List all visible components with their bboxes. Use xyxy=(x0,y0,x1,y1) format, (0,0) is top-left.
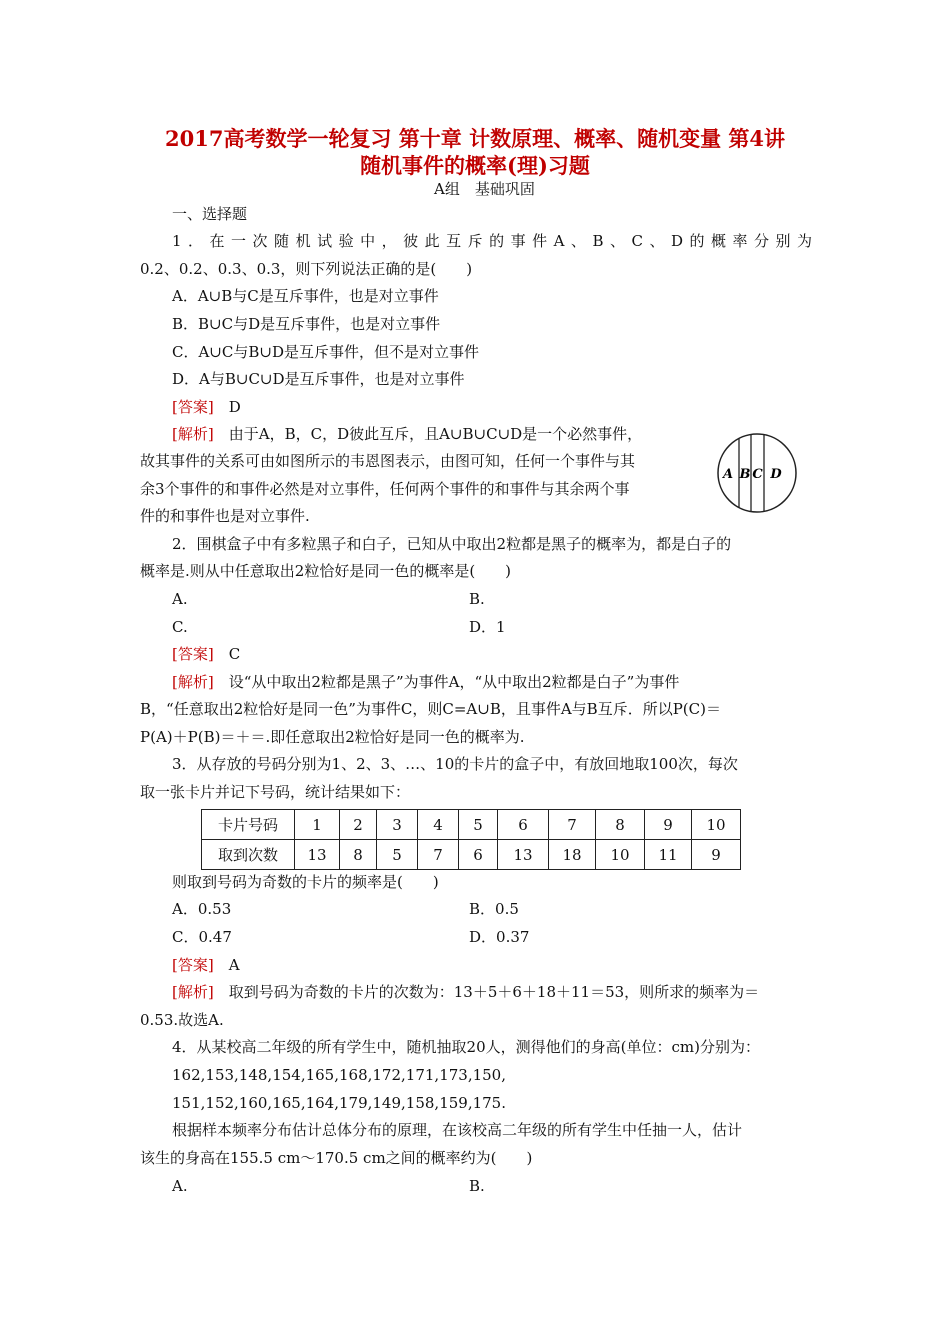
q2-answer xyxy=(172,644,240,664)
q3-option-a: A．0.53 xyxy=(172,900,232,918)
q1-answer xyxy=(172,397,241,417)
analysis-tag: [解析] xyxy=(172,983,214,1001)
venn-label-c: C xyxy=(752,467,763,482)
analysis-tag: [解析] xyxy=(172,673,214,691)
analysis-text: 取到号码为奇数的卡片的次数为：13＋5＋6＋18＋11＝53，则所求的频率为＝ xyxy=(228,983,760,1001)
venn-label-d: D xyxy=(770,467,782,482)
q2-stem-line-2: 概率是.则从中任意取出2粒恰好是同一色的概率是( ) xyxy=(140,562,512,580)
q1-analysis-line-2: 故其事件的关系可由如图所示的韦恩图表示，由图可知，任何一个事件与其 xyxy=(140,452,636,470)
q4-data-line-1: 162,153,148,154,165,168,172,171,173,150, xyxy=(172,1066,506,1084)
q1-option-a: A．A∪B与C是互斥事件，也是对立事件 xyxy=(172,287,439,305)
q3-analysis-line-1 xyxy=(172,982,759,1002)
table-row xyxy=(202,840,741,870)
answer-tag: [答案] xyxy=(172,956,214,974)
table-cell: 5 xyxy=(377,840,418,870)
answer-value: D xyxy=(228,398,241,416)
q1-option-d: D．A与B∪C∪D是互斥事件，也是对立事件 xyxy=(172,370,465,388)
q4-stem-line-3: 该生的身高在155.5 cm～170.5 cm之间的概率约为( ) xyxy=(140,1149,533,1167)
q3-option-d: D．0.37 xyxy=(469,928,530,946)
q3-stem-line-1: 3．从存放的号码分别为1、2、3、…、10的卡片的盒子中，有放回地取100次，每次 xyxy=(172,755,738,773)
table-cell: 8 xyxy=(596,810,645,840)
table-header-cell: 卡片号码 xyxy=(202,810,295,840)
table-cell: 8 xyxy=(340,840,377,870)
q1-option-c: C．A∪C与B∪D是互斥事件，但不是对立事件 xyxy=(172,343,479,361)
table-cell: 18 xyxy=(549,840,596,870)
q2-analysis-line-1 xyxy=(172,672,679,692)
table-cell: 10 xyxy=(596,840,645,870)
venn-label-b: B xyxy=(739,467,751,482)
analysis-text: 由于A，B，C，D彼此互斥，且A∪B∪C∪D是一个必然事件， xyxy=(228,425,643,443)
q1-stem-line-2: 0.2、0.2、0.3、0.3，则下列说法正确的是( ) xyxy=(140,260,473,278)
title-line-2: 随机事件的概率(理)习题 xyxy=(360,153,590,178)
table-cell: 2 xyxy=(340,810,377,840)
q2-option-c: C. xyxy=(172,618,188,636)
table-cell: 7 xyxy=(418,840,459,870)
table-cell: 4 xyxy=(418,810,459,840)
q3-option-c: C．0.47 xyxy=(172,928,232,946)
table-cell: 7 xyxy=(549,810,596,840)
q3-question: 则取到号码为奇数的卡片的频率是( ) xyxy=(172,873,439,891)
venn-diagram xyxy=(716,432,798,514)
q2-option-d: D．1 xyxy=(469,618,506,636)
q1-analysis-line-3: 余3个事件的和事件必然是对立事件，任何两个事件的和事件与其余两个事 xyxy=(140,480,630,498)
group-heading: A组 基础巩固 xyxy=(434,180,535,198)
answer-tag: [答案] xyxy=(172,645,214,663)
table-cell: 9 xyxy=(645,810,692,840)
q3-stem-line-2: 取一张卡片并记下号码，统计结果如下： xyxy=(140,783,411,801)
section-heading: 一、选择题 xyxy=(172,205,248,223)
q4-stem-line-2: 根据样本频率分布估计总体分布的原理，在该校高二年级的所有学生中任抽一人，估计 xyxy=(172,1121,743,1139)
table-cell: 13 xyxy=(295,840,340,870)
answer-value: A xyxy=(228,956,240,974)
card-count-table xyxy=(201,809,741,870)
table-cell: 3 xyxy=(377,810,418,840)
q1-option-b: B．B∪C与D是互斥事件，也是对立事件 xyxy=(172,315,441,333)
analysis-text: 设“从中取出2粒都是黑子”为事件A，“从中取出2粒都是白子”为事件 xyxy=(228,673,680,691)
table-cell: 1 xyxy=(295,810,340,840)
q3-analysis-line-2: 0.53.故选A. xyxy=(140,1011,224,1029)
analysis-tag: [解析] xyxy=(172,425,214,443)
q1-analysis-line-1 xyxy=(172,424,642,444)
q4-option-b: B. xyxy=(469,1177,485,1195)
table-cell: 9 xyxy=(692,840,741,870)
answer-tag: [答案] xyxy=(172,398,214,416)
q2-stem-line-1: 2．围棋盒子中有多粒黑子和白子，已知从中取出2粒都是黑子的概率为，都是白子的 xyxy=(172,535,732,553)
q4-stem-line-1: 4．从某校高二年级的所有学生中，随机抽取20人，测得他们的身高(单位：cm)分别为： xyxy=(172,1038,760,1056)
q2-option-b: B. xyxy=(469,590,485,608)
q3-answer xyxy=(172,955,240,975)
q4-data-line-2: 151,152,160,165,164,179,149,158,159,175. xyxy=(172,1094,506,1112)
q2-analysis-line-3: P(A)＋P(B)＝＋＝.即任意取出2粒恰好是同一色的概率为. xyxy=(140,728,525,746)
table-header-cell: 取到次数 xyxy=(202,840,295,870)
table-cell: 5 xyxy=(459,810,498,840)
venn-label-a: A xyxy=(722,467,734,482)
q2-analysis-line-2: B，“任意取出2粒恰好是同一色”为事件C，则C=A∪B，且事件A与B互斥．所以P(C)＝ xyxy=(140,700,721,718)
table-row xyxy=(202,810,741,840)
title-line-1: 2017高考数学一轮复习 第十章 计数原理、概率、随机变量 第4讲 xyxy=(165,126,785,151)
table-cell: 6 xyxy=(459,840,498,870)
q4-option-a: A. xyxy=(172,1177,188,1195)
q1-stem-line-1: 1．在一次随机试验中，彼此互斥的事件A、B、C、D的概率分别为 xyxy=(172,232,812,250)
q1-analysis-line-4: 件的和事件也是对立事件. xyxy=(140,507,310,525)
table-cell: 13 xyxy=(498,840,549,870)
q2-option-a: A. xyxy=(172,590,188,608)
table-cell: 10 xyxy=(692,810,741,840)
answer-value: C xyxy=(228,645,241,663)
table-cell: 6 xyxy=(498,810,549,840)
q3-option-b: B．0.5 xyxy=(469,900,519,918)
table-cell: 11 xyxy=(645,840,692,870)
